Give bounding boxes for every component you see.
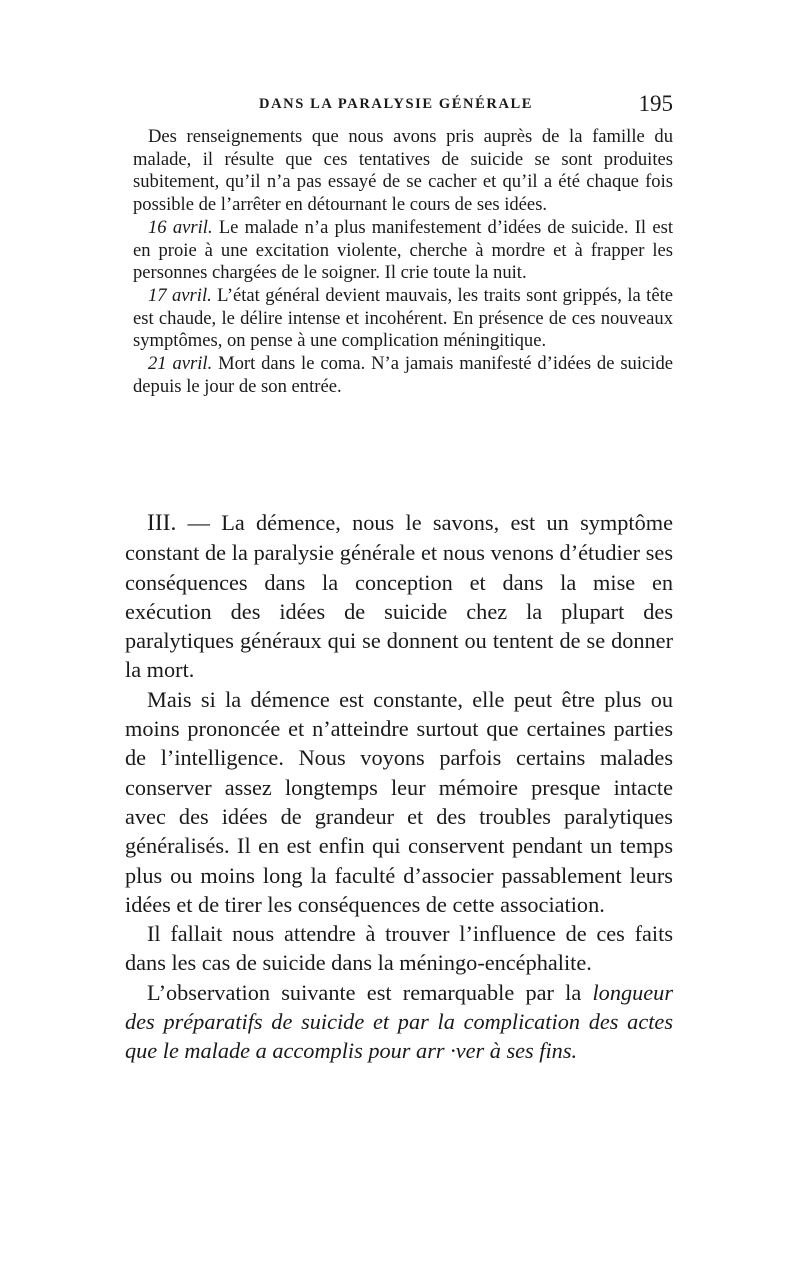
entry-text: L’état général devient mauvais, les traits sont grippés, la tête est chaude, le délire intense et incohérent. En présence de ces nouveaux symptômes, on pense à une complication méningitique. xyxy=(133,284,673,352)
entry-date: 16 avril. xyxy=(148,216,213,238)
section-paragraph xyxy=(125,508,673,685)
entry-date: 21 avril. xyxy=(148,353,213,375)
dated-entry xyxy=(133,217,673,285)
paragraph: Il fallait nous attendre à trouver l’influence de ces faits dans les cas de suicide dans la méningo-encéphalite. xyxy=(125,921,673,976)
section-text: — La démence, nous le savons, est un symptôme constant de la paralysie générale et nous venons d’étudier ses conséquences dans la conception et dans la mise en exécution des idées de suicide chez la plupart des paralytiques généraux qui se donnent ou tentent de se donner la mort. xyxy=(125,510,673,683)
page-number: 195 xyxy=(638,91,673,116)
observation-notes xyxy=(133,126,673,398)
entry-text: Mort dans le coma. N’a jamais manifesté d’idées de suicide depuis le jour de son entrée. xyxy=(133,353,673,397)
dated-entry xyxy=(133,285,673,353)
running-title: DANS LA PARALYSIE GÉNÉRALE xyxy=(259,96,534,112)
paragraph: Mais si la démence est constante, elle peut être plus ou moins prononcée et n’atteindre surtout que certaines parties de l’intelligence. Nous voyons parfois certains malades conserver assez longtemps leur mémoire presque intacte avec des idées de grandeur et des troubles paralytiques généralisés. Il en est enfin qui conservent pendant un temps plus ou moins long la faculté d’associer passablement leurs idées et de tirer les conséquences de cette association. xyxy=(125,686,673,917)
section-number: III. xyxy=(147,510,177,536)
dated-entry xyxy=(133,353,673,398)
paragraph: Des renseignements que nous avons pris auprès de la famille du malade, il résulte que ces tentatives de suicide se sont produites subitement, qu’il n’a pas essayé de se cacher et qu’il a été chaque fois possible de l’arrêter en détournant le cours de ses idées. xyxy=(133,126,673,216)
emphasized-text: longueur des préparatifs de suicide et par la complication des actes que le malade a accomplis pour arr ·ver à ses fins. xyxy=(125,979,673,1064)
body-text xyxy=(125,508,673,1066)
entry-date: 17 avril. xyxy=(148,284,212,306)
running-head xyxy=(133,91,673,124)
entry-text: Le malade n’a plus manifestement d’idées de suicide. Il est en proie à une excitation violente, cherche à mordre et à frapper les personnes chargées de le soigner. Il crie toute la nuit. xyxy=(133,216,673,284)
paragraph-text: L’observation suivante est remarquable par la xyxy=(147,979,593,1005)
paragraph xyxy=(125,978,673,1066)
